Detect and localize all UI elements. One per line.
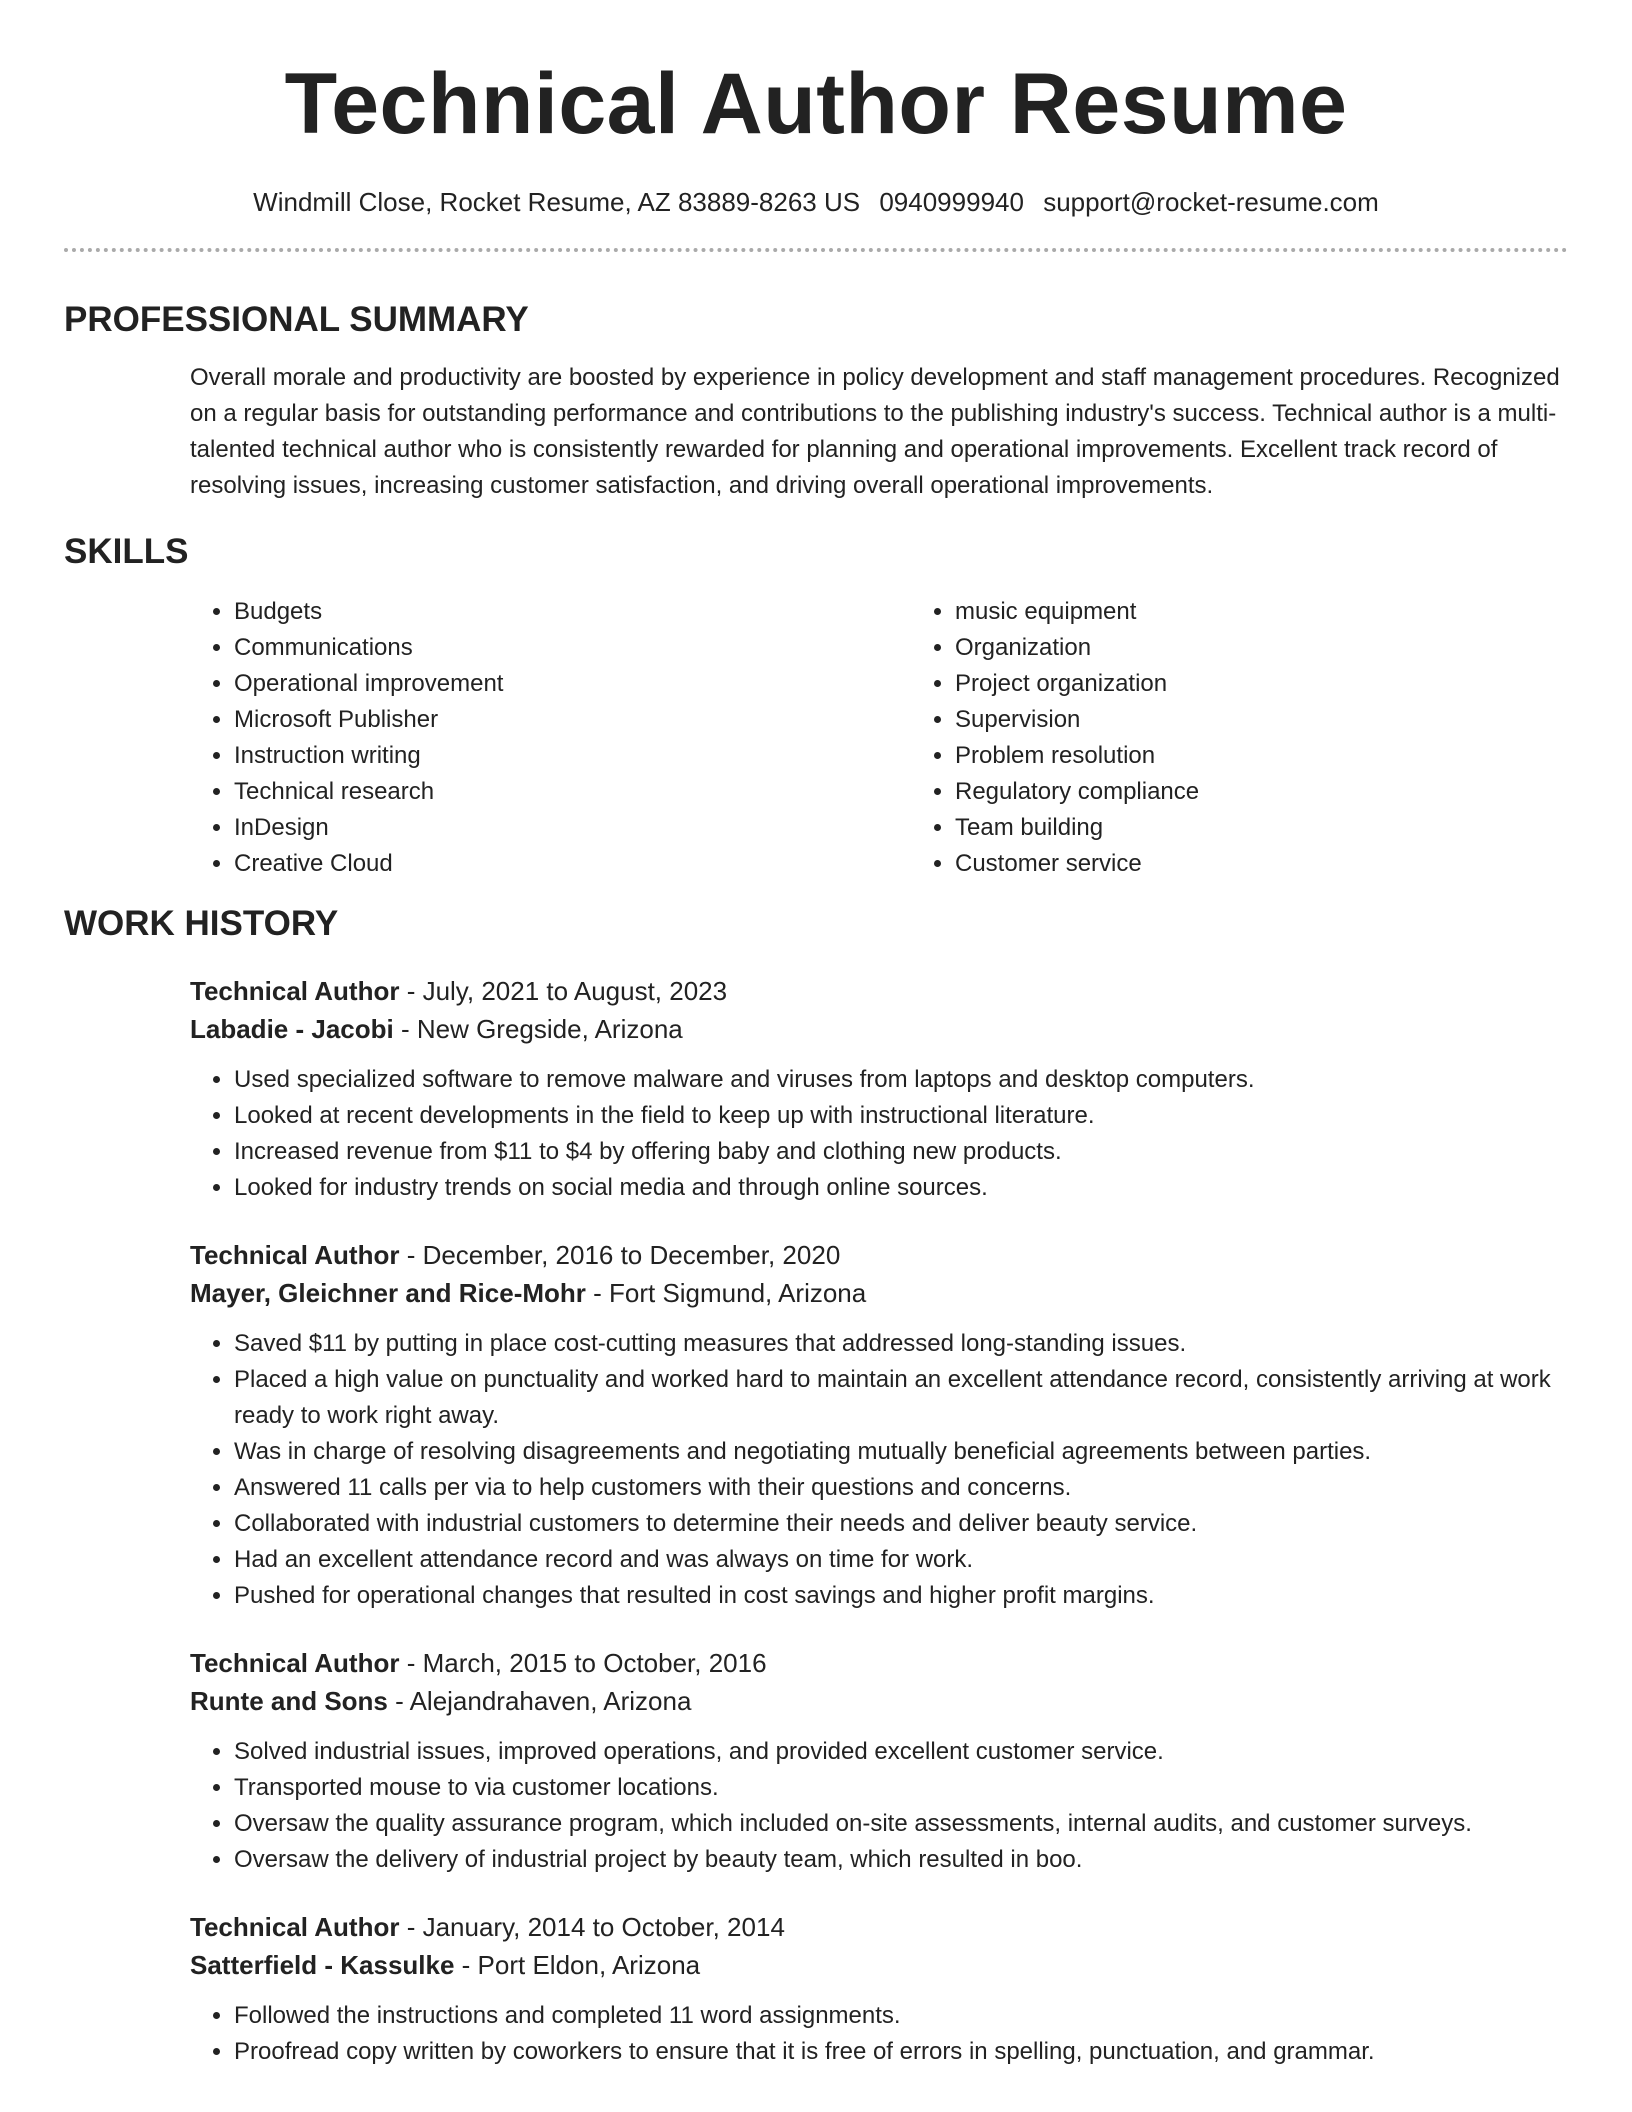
job-title-line xyxy=(190,972,1568,1010)
header-divider xyxy=(64,248,1568,252)
job-entry xyxy=(190,1236,1568,1614)
contact-line xyxy=(0,186,1632,218)
skill-item: • Team building xyxy=(955,810,1632,846)
contact-phone[interactable]: 0940999940 xyxy=(879,187,1024,217)
work-history-heading: WORK HISTORY xyxy=(64,904,339,943)
job-entry xyxy=(190,1644,1568,1878)
skills-heading: SKILLS xyxy=(64,532,189,571)
job-title-line xyxy=(190,1908,1568,1946)
job-bullet: • Looked at recent developments in the field to keep up with instructional literature. xyxy=(234,1098,1568,1134)
job-bullet: • Was in charge of resolving disagreements and negotiating mutually beneficial agreements between parties. xyxy=(234,1434,1568,1470)
job-role: Technical Author xyxy=(190,1648,400,1678)
skill-item: • Regulatory compliance xyxy=(955,774,1632,810)
skill-item: • Instruction writing xyxy=(234,738,911,774)
summary-heading: PROFESSIONAL SUMMARY xyxy=(64,300,529,339)
job-bullet: • Transported mouse to via customer locations. xyxy=(234,1770,1568,1806)
skill-item: • InDesign xyxy=(234,810,911,846)
skill-item: • Supervision xyxy=(955,702,1632,738)
job-bullets xyxy=(190,1998,1568,2070)
job-company: Runte and Sons xyxy=(190,1686,388,1716)
skill-item: • Operational improvement xyxy=(234,666,911,702)
summary-text: Overall morale and productivity are boosted by experience in policy development and staff management procedures. Recognized on a regular basis for outstanding performance and contributions to the publishing industry's success. Technical author is a multi-talented technical author who is consistently rewarded for planning and operational improvements. Excellent track record of resolving issues, increasing customer satisfaction, and driving overall operational improvements. xyxy=(190,364,1560,499)
job-title-line xyxy=(190,1236,1568,1274)
job-bullet: • Followed the instructions and completed 11 word assignments. xyxy=(234,1998,1568,2034)
job-bullet: • Had an excellent attendance record and was always on time for work. xyxy=(234,1542,1568,1578)
job-dates: - July, 2021 to August, 2023 xyxy=(399,976,728,1006)
resume-title: Technical Author Resume xyxy=(284,56,1348,152)
job-bullets xyxy=(190,1062,1568,1206)
job-company: Labadie - Jacobi xyxy=(190,1014,394,1044)
skill-item: • Customer service xyxy=(955,846,1632,882)
job-location: - New Gregside, Arizona xyxy=(393,1014,683,1044)
job-location: - Fort Sigmund, Arizona xyxy=(585,1278,867,1308)
job-company-line xyxy=(190,1274,1568,1312)
job-bullet: • Used specialized software to remove malware and viruses from laptops and desktop computers. xyxy=(234,1062,1568,1098)
job-company-line xyxy=(190,1946,1568,1984)
skill-item: • Project organization xyxy=(955,666,1632,702)
contact-address: Windmill Close, Rocket Resume, AZ 83889-8263 US xyxy=(253,187,861,217)
skills-grid xyxy=(190,594,1632,882)
job-bullet: • Oversaw the delivery of industrial project by beauty team, which resulted in boo. xyxy=(234,1842,1568,1878)
job-bullet: • Increased revenue from $11 to $4 by offering baby and clothing new products. xyxy=(234,1134,1568,1170)
job-location: - Alejandrahaven, Arizona xyxy=(387,1686,692,1716)
skills-column-left xyxy=(190,594,911,882)
job-entry xyxy=(190,1908,1568,2070)
job-bullet: • Oversaw the quality assurance program, which included on-site assessments, internal audits, and customer surveys. xyxy=(234,1806,1568,1842)
job-role: Technical Author xyxy=(190,1240,400,1270)
job-bullet: • Solved industrial issues, improved operations, and provided excellent customer service. xyxy=(234,1734,1568,1770)
job-role: Technical Author xyxy=(190,976,400,1006)
job-bullet: • Pushed for operational changes that resulted in cost savings and higher profit margins. xyxy=(234,1578,1568,1614)
job-dates: - March, 2015 to October, 2016 xyxy=(399,1648,767,1678)
job-bullet: • Saved $11 by putting in place cost-cutting measures that addressed long-standing issues. xyxy=(234,1326,1568,1362)
job-bullet: • Looked for industry trends on social media and through online sources. xyxy=(234,1170,1568,1206)
job-location: - Port Eldon, Arizona xyxy=(454,1950,701,1980)
skill-item: • Creative Cloud xyxy=(234,846,911,882)
skills-column-right xyxy=(911,594,1632,882)
skill-item: • Problem resolution xyxy=(955,738,1632,774)
skill-item: • Organization xyxy=(955,630,1632,666)
job-bullet: • Proofread copy written by coworkers to ensure that it is free of errors in spelling, punctuation, and grammar. xyxy=(234,2034,1568,2070)
skill-item: • Microsoft Publisher xyxy=(234,702,911,738)
job-dates: - December, 2016 to December, 2020 xyxy=(399,1240,841,1270)
job-bullets xyxy=(190,1326,1568,1614)
job-dates: - January, 2014 to October, 2014 xyxy=(399,1912,785,1942)
contact-email[interactable]: support@rocket-resume.com xyxy=(1043,187,1379,217)
skill-item: • Technical research xyxy=(234,774,911,810)
job-entry xyxy=(190,972,1568,1206)
job-bullet: • Answered 11 calls per via to help customers with their questions and concerns. xyxy=(234,1470,1568,1506)
job-company: Satterfield - Kassulke xyxy=(190,1950,455,1980)
job-bullets xyxy=(190,1734,1568,1878)
job-company-line xyxy=(190,1682,1568,1720)
job-company-line xyxy=(190,1010,1568,1048)
job-title-line xyxy=(190,1644,1568,1682)
job-bullet: • Placed a high value on punctuality and worked hard to maintain an excellent attendance record, consistently arriving at work ready to work right away. xyxy=(234,1362,1568,1434)
job-bullet: • Collaborated with industrial customers to determine their needs and deliver beauty service. xyxy=(234,1506,1568,1542)
skill-item: • Budgets xyxy=(234,594,911,630)
skill-item: • music equipment xyxy=(955,594,1632,630)
job-role: Technical Author xyxy=(190,1912,400,1942)
skill-item: • Communications xyxy=(234,630,911,666)
job-company: Mayer, Gleichner and Rice-Mohr xyxy=(190,1278,586,1308)
